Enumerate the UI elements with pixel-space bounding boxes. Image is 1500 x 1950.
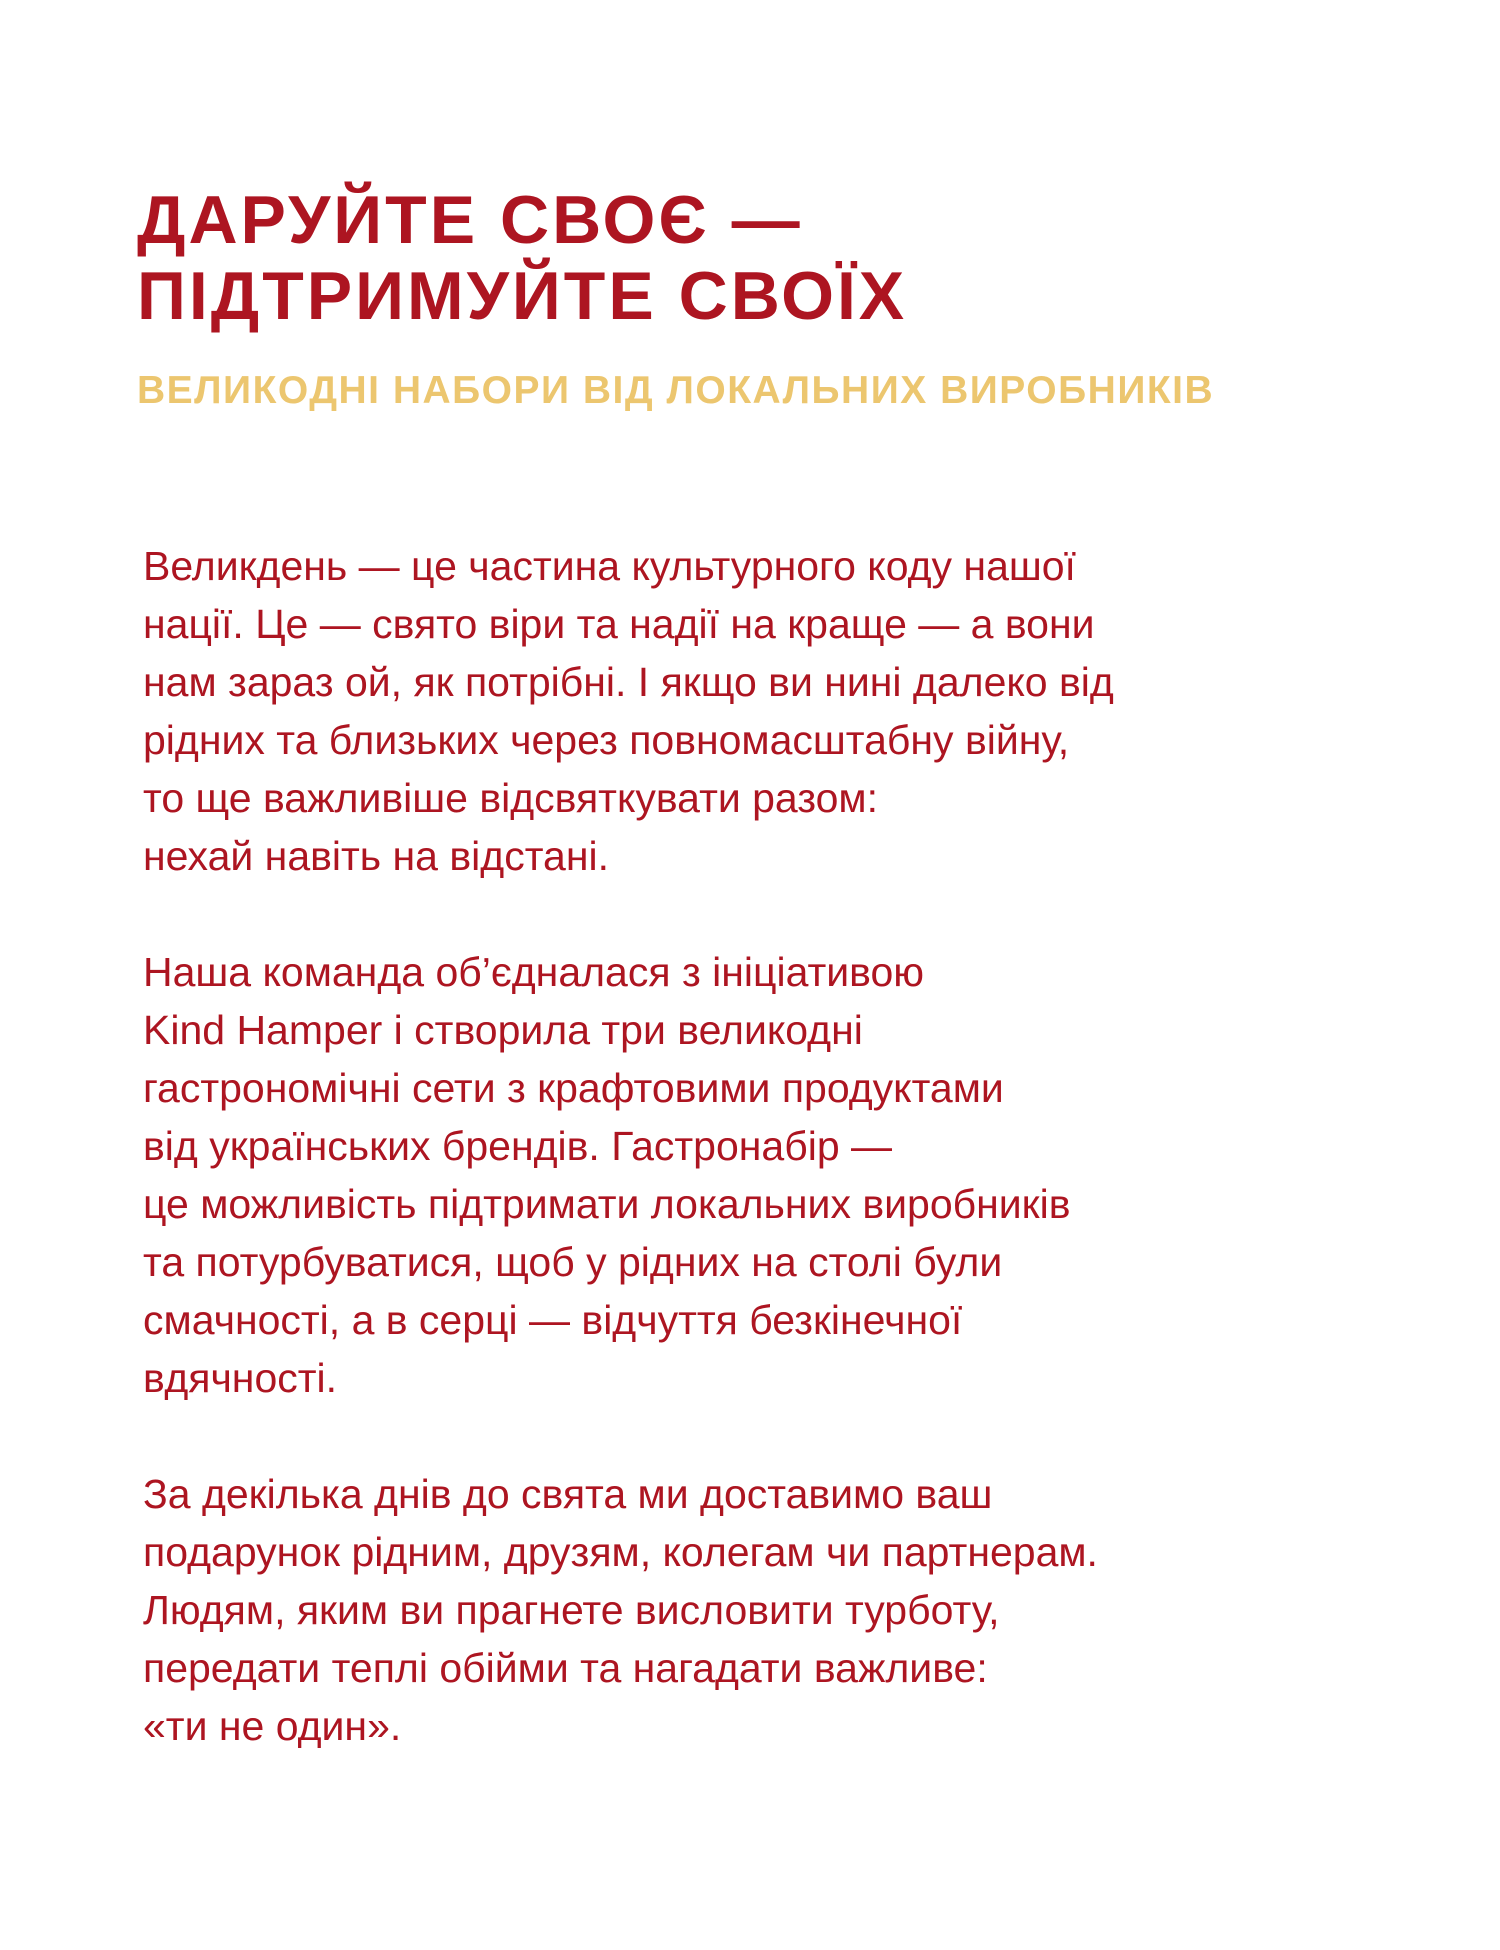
- text-line: Kind Hamper і створила три великодні: [143, 1007, 863, 1053]
- text-line: Великдень — це частина культурного коду нашої: [143, 543, 1076, 589]
- text-line: «ти не один».: [143, 1703, 402, 1749]
- text-line: вдячності.: [143, 1355, 338, 1401]
- text-line: подарунок рідним, друзям, колегам чи партнерам.: [143, 1529, 1098, 1575]
- text-line: смачності, а в серці — відчуття безкінечної: [143, 1297, 963, 1343]
- text-line: від українських брендів. Гастронабір —: [143, 1123, 893, 1169]
- title-line-2: ПІДТРИМУЙТЕ СВОЇХ: [137, 258, 908, 334]
- text-line: гастрономічні сети з крафтовими продуктами: [143, 1065, 1004, 1111]
- body-text: [143, 537, 1393, 1813]
- text-line: Наша команда об’єдналася з ініціативою: [143, 949, 925, 995]
- text-line: нам зараз ой, як потрібні. І якщо ви нині далеко від: [143, 659, 1114, 705]
- text-line: нехай навіть на відстані.: [143, 833, 609, 879]
- title-line-1: ДАРУЙТЕ СВОЄ —: [137, 182, 803, 258]
- text-line: За декілька днів до свята ми доставимо ваш: [143, 1471, 993, 1517]
- text-line: то ще важливіше відсвяткувати разом:: [143, 775, 878, 821]
- text-line: передати теплі обійми та нагадати важливе:: [143, 1645, 988, 1691]
- page-title: [137, 182, 907, 334]
- text-line: нації. Це — свято віри та надії на краще — а вони: [143, 601, 1095, 647]
- paragraph-1: [143, 537, 1393, 885]
- paragraph-2: [143, 943, 1393, 1407]
- text-line: та потурбуватися, щоб у рідних на столі були: [143, 1239, 1003, 1285]
- paragraph-3: [143, 1465, 1393, 1755]
- text-line: це можливість підтримати локальних виробників: [143, 1181, 1071, 1227]
- text-line: рідних та близьких через повномасштабну війну,: [143, 717, 1070, 763]
- page-subtitle: ВЕЛИКОДНІ НАБОРИ ВІД ЛОКАЛЬНИХ ВИРОБНИКІВ: [137, 369, 1215, 412]
- text-line: Людям, яким ви прагнете висловити турботу,: [143, 1587, 1000, 1633]
